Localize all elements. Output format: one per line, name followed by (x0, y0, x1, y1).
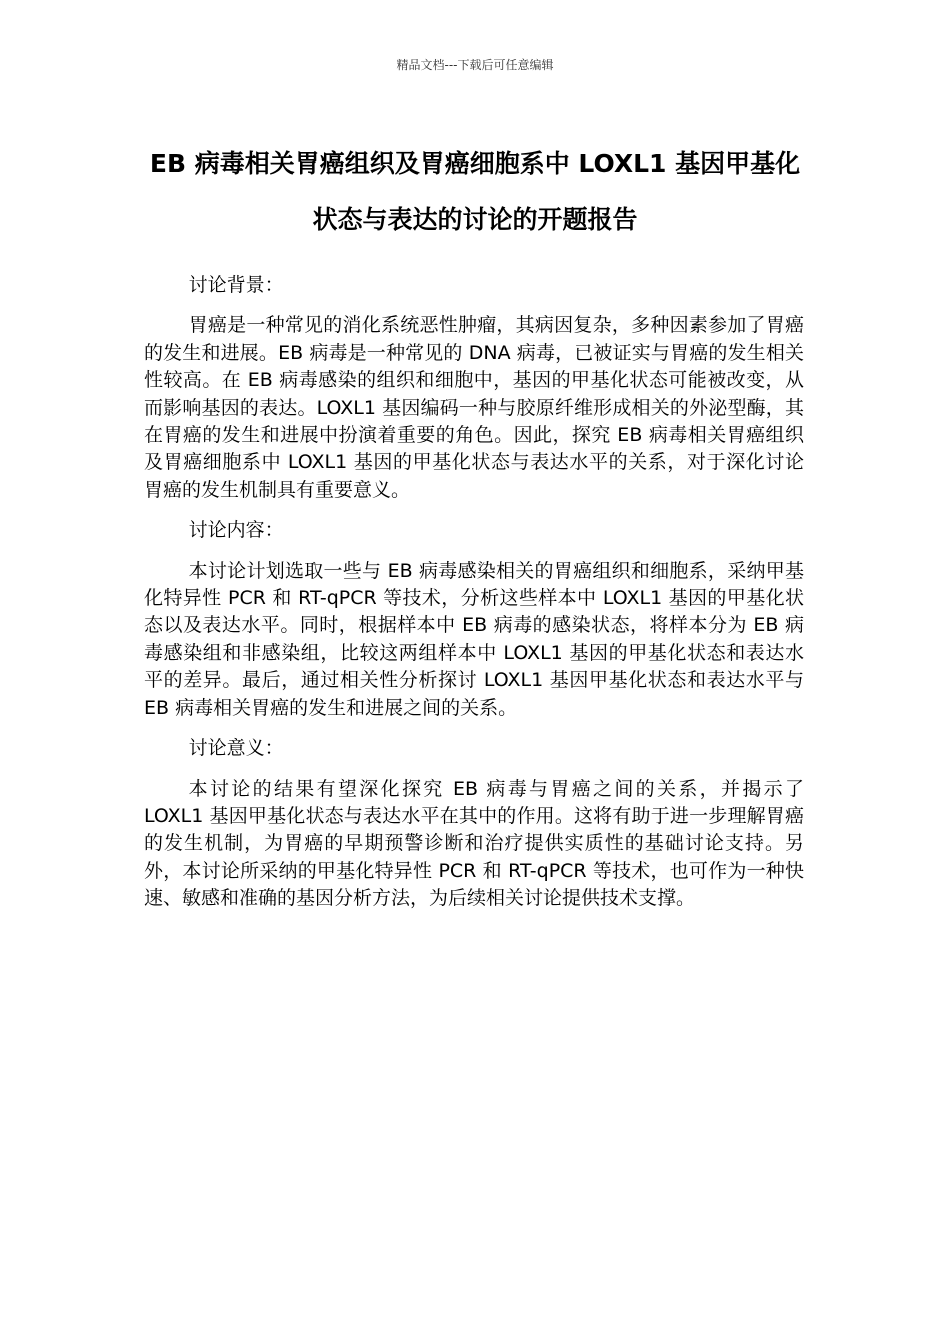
section-paragraph-significance: 本讨论的结果有望深化探究 EB 病毒与胃癌之间的关系，并揭示了 LOXL1 基因甲基化状态与表达水平在其中的作用。这将有助于进一步理解胃癌的发生机制，为胃癌的早期预警诊断和治疗提供实质性的基础讨论支持。另外，本讨论所采纳的甲基化特异性 PCR 和 RT-qPCR 等技术，也可作为一种快速、敏感和准确的基因分析方法，为后续相关讨论提供技术支撑。 (144, 777, 804, 910)
header-note: 精品文档---下载后可任意编辑 (396, 58, 554, 72)
section-heading-content: 讨论内容： (188, 519, 284, 542)
section-paragraph-background: 胃癌是一种常见的消化系统恶性肿瘤，其病因复杂，多种因素参加了胃癌的发生和进展。EB 病毒是一种常见的 DNA 病毒，已被证实与胃癌的发生相关性较高。在 EB 病毒感染的组织和细胞中，基因的甲基化状态可能被改变，从而影响基因的表达。LOXL1 基因编码一种与胶原纤维形成相关的外泌型酶，其在胃癌的发生和进展中扮演着重要的角色。因此，探究 EB 病毒相关胃癌组织及胃癌细胞系中 LOXL1 基因的甲基化状态与表达水平的关系，对于深化讨论胃癌的发生机制具有重要意义。 (144, 314, 804, 501)
section-heading-background: 讨论背景： (188, 274, 284, 296)
section-heading-significance: 讨论意义： (188, 737, 284, 760)
document-body (144, 272, 804, 926)
document-title: EB 病毒相关胃癌组织及胃癌细胞系中 LOXL1 基因甲基化状态与表达的讨论的开题报告 (149, 149, 801, 234)
section-paragraph-content: 本讨论计划选取一些与 EB 病毒感染相关的胃癌组织和细胞系，采纳甲基化特异性 PCR 和 RT-qPCR 等技术，分析这些样本中 LOXL1 基因的甲基化状态以及表达水平。同时，根据样本中 EB 病毒的感染状态，将样本分为 EB 病毒感染组和非感染组，比较这两组样本中 LOXL1 基因的甲基化状态和表达水平的差异。最后，通过相关性分析探讨 LOXL1 基因甲基化状态和表达水平与 EB 病毒相关胃癌的发生和进展之间的关系。 (144, 559, 804, 719)
